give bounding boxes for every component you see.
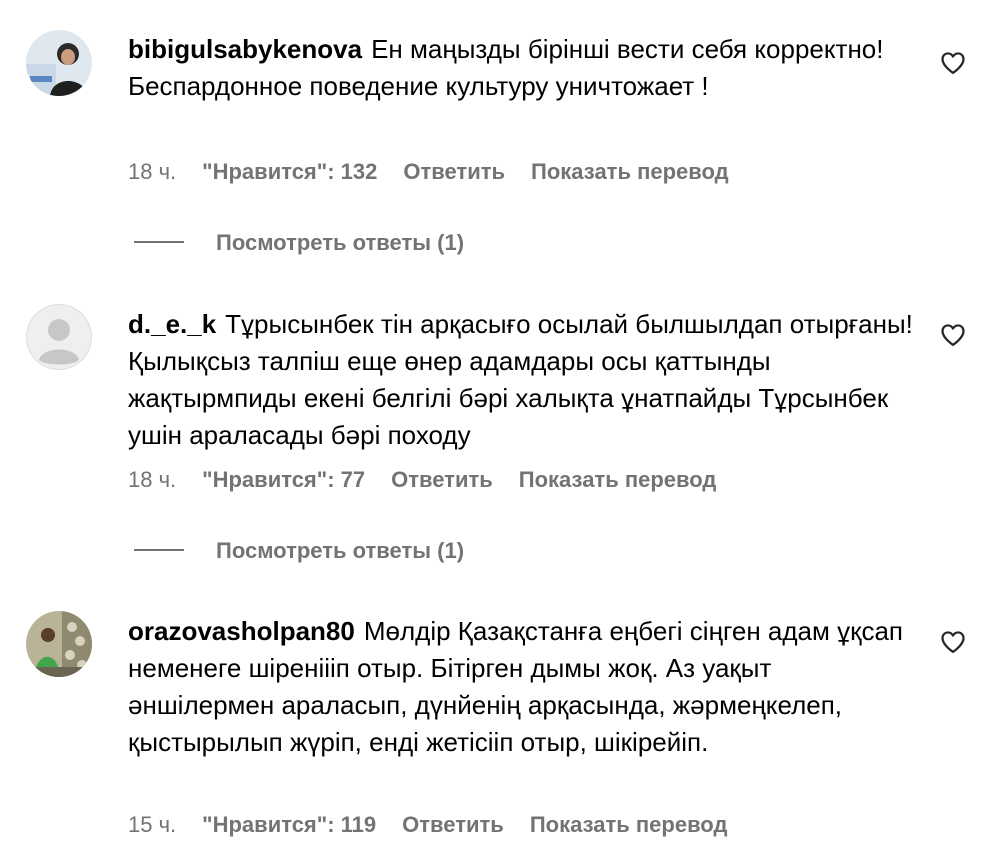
view-replies-label: Посмотреть ответы (1): [216, 230, 465, 255]
view-replies-button[interactable]: [134, 230, 464, 256]
like-button[interactable]: [939, 628, 967, 656]
comment-body: Ен маңызды бірінші вести себя корректно! Беспардонное поведение культуру уничтожает !: [128, 34, 884, 101]
comment-meta: [128, 159, 729, 185]
comment-text: [128, 31, 918, 105]
heart-outline-icon: [939, 628, 967, 656]
comment-meta: [128, 812, 727, 838]
comment-username[interactable]: orazovasholpan80: [128, 616, 355, 646]
comment-time: 15 ч.: [128, 812, 177, 837]
user-avatar[interactable]: [26, 611, 92, 677]
like-button[interactable]: [939, 321, 967, 349]
reply-button[interactable]: Ответить: [402, 812, 504, 837]
comment-body: Мөлдір Қазақстанға еңбегі сіңген адам ұқсап неменеге шіреніііп отыр. Бітірген дымы жоқ. Аз уақыт әншілермен араласып, дүнйенің арқасында, жәрмеңкелеп, қыстырылып жүріп, енді жетісііп отыр, шікірейіп.: [128, 616, 904, 757]
user-avatar[interactable]: [26, 30, 92, 96]
comment-username[interactable]: bibigulsabykenova: [128, 34, 363, 64]
comment-time: 18 ч.: [128, 467, 177, 492]
user-photo-avatar-icon: [26, 611, 92, 677]
likes-count[interactable]: "Нравится": 77: [202, 467, 366, 492]
heart-outline-icon: [939, 49, 967, 77]
replies-divider-line: [134, 241, 184, 243]
show-translation-button[interactable]: Показать перевод: [518, 467, 717, 492]
replies-divider-line: [134, 549, 184, 551]
comment-text: [128, 613, 918, 761]
heart-outline-icon: [939, 321, 967, 349]
comment-text: [128, 306, 918, 454]
likes-count[interactable]: "Нравится": 132: [202, 159, 378, 184]
comment-meta: [128, 467, 716, 493]
comment-username[interactable]: d._e._k: [128, 309, 217, 339]
user-photo-avatar-icon: [26, 30, 92, 96]
view-replies-label: Посмотреть ответы (1): [216, 538, 465, 563]
likes-count[interactable]: "Нравится": 119: [202, 812, 377, 837]
show-translation-button[interactable]: Показать перевод: [531, 159, 729, 184]
comment-body: Тұрысынбек тін арқасығо осылай былшылдап отырғаны! Қылықсыз талпіш еще өнер адамдары осы қаттынды жақтырмпиды екені белгілі бәрі халықта ұнатпайды Тұрсынбек ушін араласады бәрі походу: [128, 309, 913, 450]
like-button[interactable]: [939, 49, 967, 77]
user-avatar[interactable]: [26, 304, 92, 370]
default-user-avatar-icon: [26, 304, 92, 370]
show-translation-button[interactable]: Показать перевод: [529, 812, 728, 837]
comment-time: 18 ч.: [128, 159, 177, 184]
reply-button[interactable]: Ответить: [403, 159, 506, 184]
view-replies-button[interactable]: [134, 538, 464, 564]
reply-button[interactable]: Ответить: [391, 467, 493, 492]
